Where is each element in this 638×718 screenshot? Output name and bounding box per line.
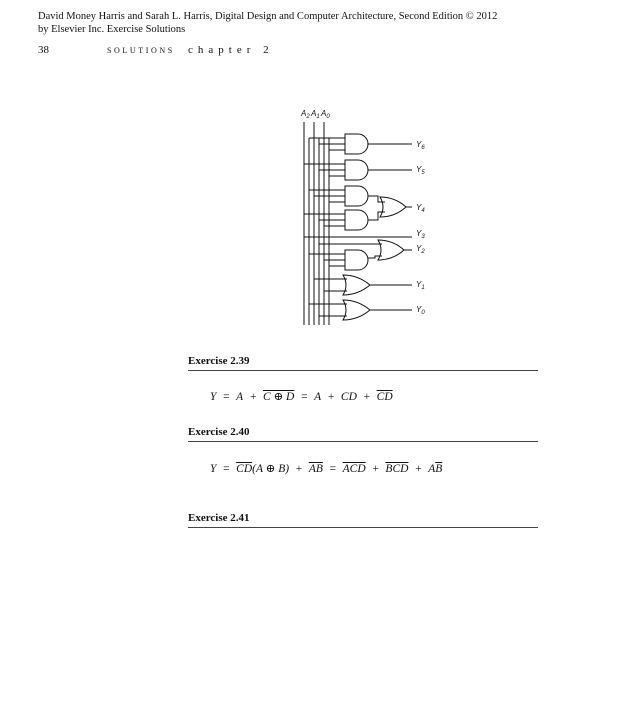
or-gate-y2 xyxy=(378,240,404,260)
output-label-y5: $Y_5$ xyxy=(416,165,425,176)
and-gate-y4-b xyxy=(345,210,368,230)
equation-2-39: Y = A + C ⊕ D = A + CD + $\overline{C}\overline{D}$ xyxy=(210,391,393,403)
page-number: 38 xyxy=(38,44,49,56)
and-gate-y6 xyxy=(345,134,368,154)
output-label-y0: $Y_0$ xyxy=(416,305,425,316)
exercise-title: Exercise 2.40 xyxy=(188,426,250,438)
and-gate-y5 xyxy=(345,160,368,180)
chapter-label: chapter 2 xyxy=(188,44,274,56)
section-rule xyxy=(188,370,538,371)
exercise-title: Exercise 2.39 xyxy=(188,355,250,367)
and-gate-y2 xyxy=(345,250,368,270)
or-gate-y4 xyxy=(380,197,406,217)
header-publisher: by Elsevier Inc. Exercise Solutions xyxy=(38,24,186,35)
and-gate-y4-a xyxy=(345,186,368,206)
output-label-y6: $Y_6$ xyxy=(416,140,425,151)
output-label-y3: $Y_3$ xyxy=(416,229,425,240)
exercise-title: Exercise 2.41 xyxy=(188,512,250,524)
decoder-circuit-diagram xyxy=(0,0,638,340)
section-rule xyxy=(188,441,538,442)
output-label-y2: $Y_2$ xyxy=(416,244,425,255)
output-label-y1: $Y_1$ xyxy=(416,280,425,291)
section-label: SOLUTIONS xyxy=(107,46,175,55)
or-gate-y0 xyxy=(343,300,370,320)
output-label-y4: $Y_4$ xyxy=(416,203,425,214)
header-citation: David Money Harris and Sarah L. Harris, Digital Design and Computer Architecture, Second Edition © 2012 xyxy=(38,11,498,22)
input-label-a0: $A_0$ xyxy=(321,109,330,120)
input-label-a1: $A_1$ xyxy=(311,109,320,120)
or-gate-y1 xyxy=(343,275,370,295)
section-rule xyxy=(188,527,538,528)
equation-2-40: $Y = \overline{C}\overline{D}(A$ ⊕ $B) + \overline{A}\overline{B} = \overline{A}\overline{C}\overline{D} + \overline{B}\overline{C}\overline{D} + A\overline{B}$ xyxy=(210,463,443,475)
input-label-a2: $A_2$ xyxy=(301,109,310,120)
